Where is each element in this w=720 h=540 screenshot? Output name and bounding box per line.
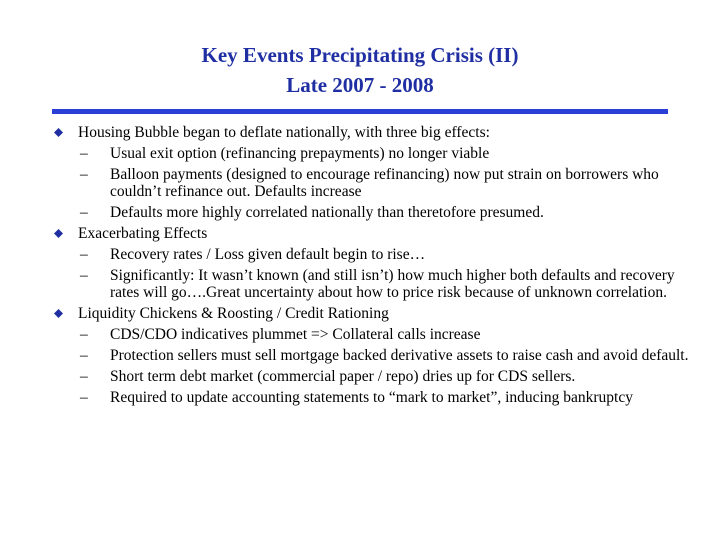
title-line-2: Late 2007 - 2008	[286, 73, 434, 97]
dash-marker: –	[80, 246, 88, 263]
sub-text: Defaults more highly correlated nationally than theretofore presumed.	[110, 204, 544, 221]
sub-item	[80, 246, 702, 263]
dash-marker: –	[80, 145, 88, 162]
bullet-list	[52, 124, 702, 406]
bullet-text: Housing Bubble began to deflate nationally, with three big effects:	[78, 124, 490, 141]
bullet-item	[52, 124, 702, 141]
bullet-item	[52, 225, 702, 242]
bullet-text: Exacerbating Effects	[78, 225, 208, 242]
dash-marker: –	[80, 368, 88, 385]
dash-marker: –	[80, 326, 88, 343]
sub-text: Usual exit option (refinancing prepayments) no longer viable	[110, 145, 490, 162]
sub-text: Short term debt market (commercial paper / repo) dries up for CDS sellers.	[110, 368, 576, 385]
sub-text: Required to update accounting statements to “mark to market”, inducing bankruptcy	[110, 389, 633, 406]
sub-text: CDS/CDO indicatives plummet => Collateral calls increase	[110, 326, 481, 343]
title-divider	[52, 109, 668, 114]
sub-item	[80, 267, 702, 301]
sub-item	[80, 368, 702, 385]
sub-item	[80, 204, 702, 221]
bullet-text: Liquidity Chickens & Roosting / Credit Rationing	[78, 305, 389, 322]
slide-title	[0, 40, 720, 100]
sub-text: Recovery rates / Loss given default begin to rise…	[110, 246, 426, 263]
dash-marker: –	[80, 389, 88, 406]
dash-marker: –	[80, 347, 88, 364]
title-line-1: Key Events Precipitating Crisis (II)	[201, 43, 519, 67]
dash-marker: –	[80, 166, 88, 183]
diamond-icon	[54, 128, 63, 137]
sub-text: Protection sellers must sell mortgage backed derivative assets to raise cash and avoid default.	[110, 347, 689, 364]
sub-item	[80, 326, 702, 343]
sub-item	[80, 166, 702, 200]
sub-text: Significantly: It wasn’t known (and still isn’t) how much higher both defaults and recovery rates will go….Great uncertainty about how to price risk because of unknown correlation.	[110, 267, 675, 301]
diamond-icon	[54, 229, 63, 238]
dash-marker: –	[80, 204, 88, 221]
dash-marker: –	[80, 267, 88, 284]
sub-text: Balloon payments (designed to encourage refinancing) now put strain on borrowers who couldn’t refinance out. Defaults increase	[110, 166, 659, 200]
sub-item	[80, 347, 702, 364]
diamond-icon	[54, 309, 63, 318]
sub-item	[80, 145, 702, 162]
bullet-item	[52, 305, 702, 322]
sub-item	[80, 389, 702, 406]
